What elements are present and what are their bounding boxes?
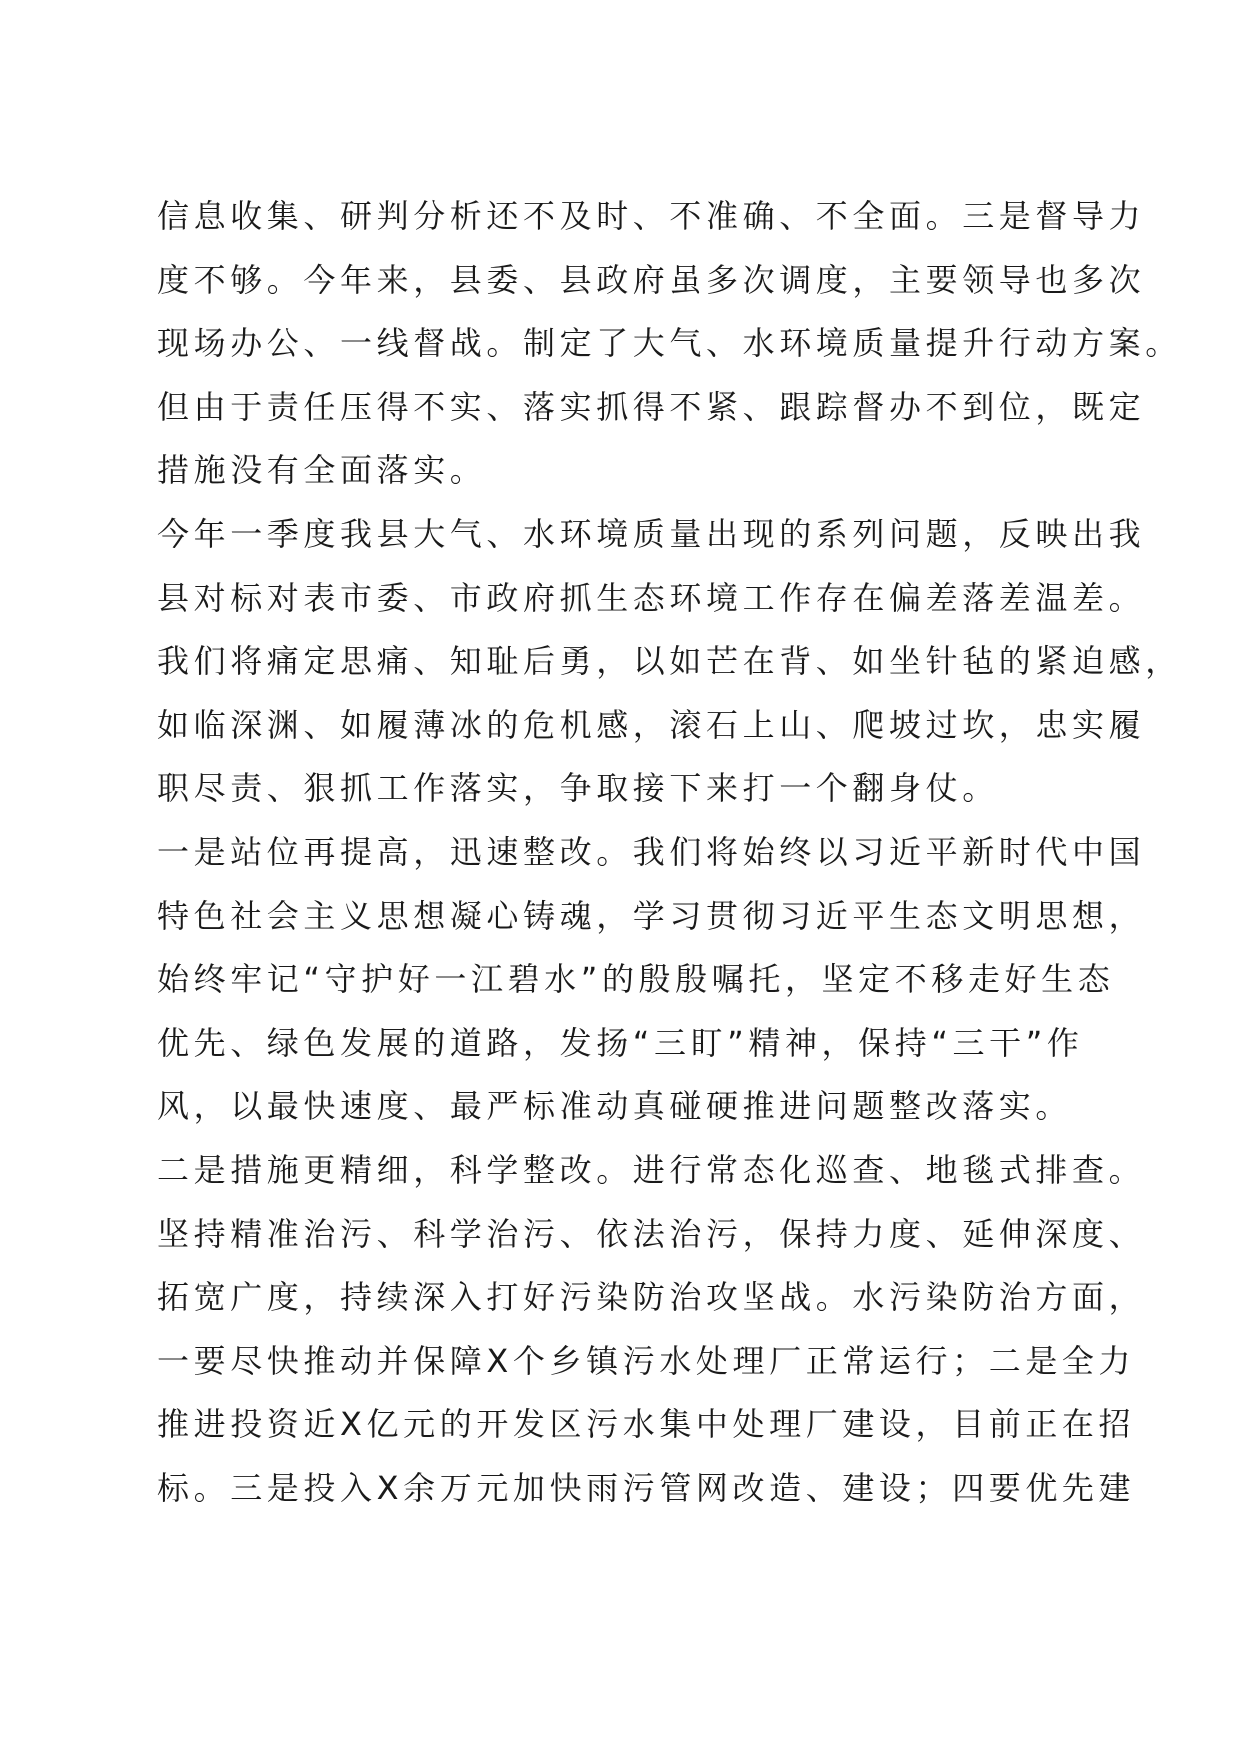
- text-line: 标。三是投入X余万元加快雨污管网改造、建设；四要优先建: [157, 1468, 1136, 1507]
- text-line: 县对标对表市委、市政府抓生态环境工作存在偏差落差温差。: [157, 578, 1146, 617]
- text-line: 优先、绿色发展的道路，发扬“三盯”精神，保持“三干”作: [157, 1023, 1084, 1062]
- text-line: 坚持精准治污、科学治污、依法治污，保持力度、延伸深度、: [157, 1214, 1146, 1253]
- text-line: 现场办公、一线督战。制定了大气、水环境质量提升行动方案。: [157, 324, 1182, 363]
- text-line: 始终牢记“守护好一江碧水”的殷殷嘱托，坚定不移走好生态: [157, 960, 1115, 999]
- text-line: 如临深渊、如履薄冰的危机感，滚石上山、爬坡过坎，忠实履: [157, 705, 1146, 744]
- text-line: 风，以最快速度、最严标准动真碰硬推进问题整改落实。: [157, 1087, 1073, 1126]
- body-text: [157, 185, 1182, 1520]
- text-line: 但由于责任压得不实、落实抓得不紧、跟踪督办不到位，既定: [157, 387, 1146, 426]
- text-line: 职尽责、狠抓工作落实，争取接下来打一个翻身仗。: [157, 769, 999, 808]
- text-line: 拓宽广度，持续深入打好污染防治攻坚战。水污染防治方面，: [157, 1278, 1146, 1317]
- text-line: 信息收集、研判分析还不及时、不准确、不全面。三是督导力: [157, 197, 1146, 235]
- text-line: 一是站位再提高，迅速整改。我们将始终以习近平新时代中国: [157, 832, 1146, 871]
- text-line: 措施没有全面落实。: [157, 451, 487, 490]
- text-line: 我们将痛定思痛、知耻后勇，以如芒在背、如坐针毡的紧迫感，: [157, 642, 1182, 681]
- text-line: 特色社会主义思想凝心铸魂，学习贯彻习近平生态文明思想，: [157, 896, 1146, 935]
- text-line: 推进投资近X亿元的开发区污水集中处理厂建设，目前正在招: [157, 1405, 1136, 1444]
- text-line: 今年一季度我县大气、水环境质量出现的系列问题，反映出我: [157, 514, 1146, 553]
- text-line: 度不够。今年来，县委、县政府虽多次调度，主要领导也多次: [157, 260, 1146, 299]
- text-line: 一要尽快推动并保障X个乡镇污水处理厂正常运行；二是全力: [157, 1341, 1136, 1380]
- text-line: 二是措施更精细，科学整改。进行常态化巡查、地毯式排查。: [157, 1150, 1146, 1189]
